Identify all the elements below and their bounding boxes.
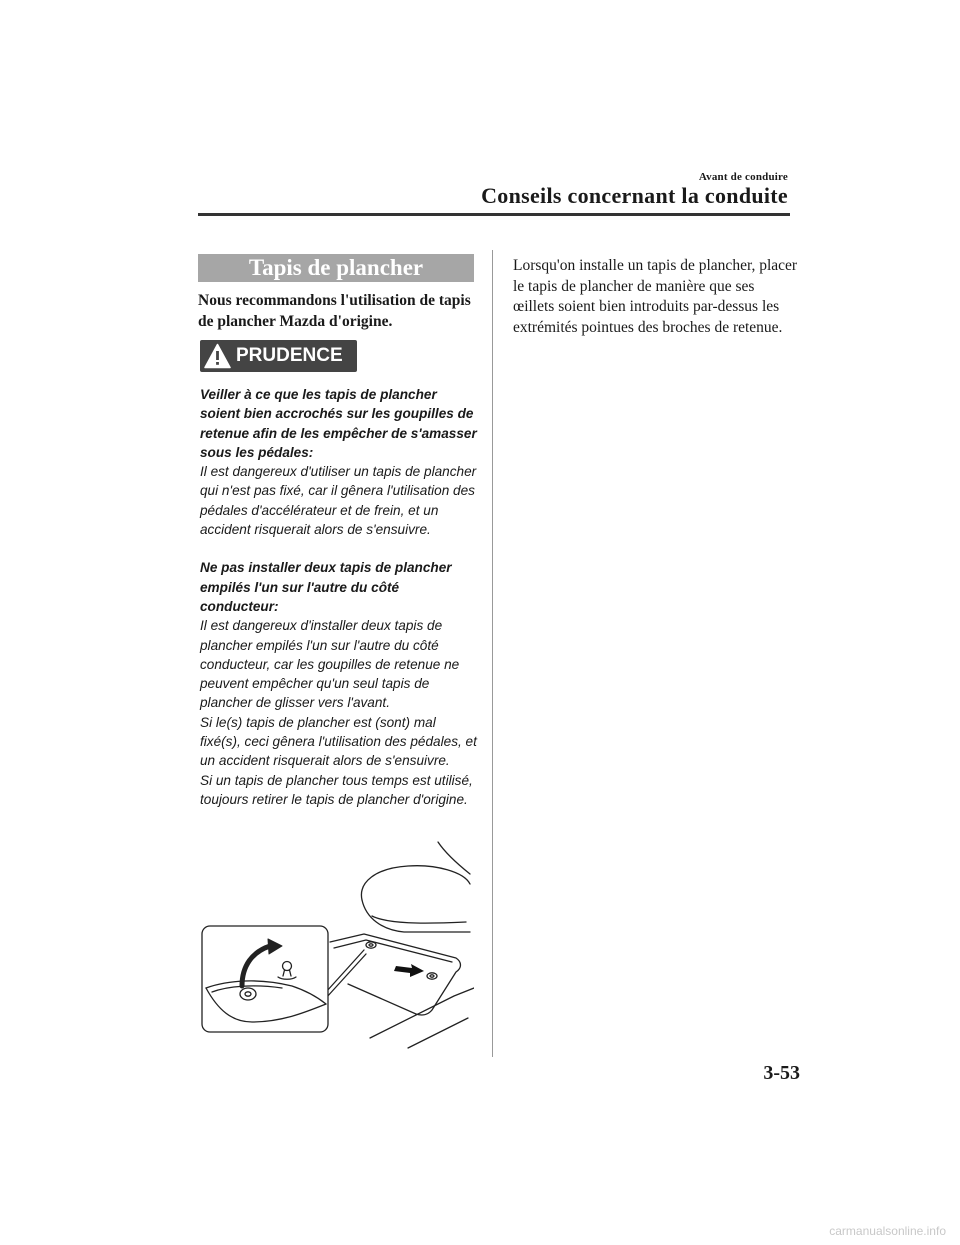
caution-body: Si un tapis de plancher tous temps est utilisé, toujours retirer le tapis de plancher d'origine. bbox=[200, 772, 473, 807]
footer-watermark: carmanualsonline.info bbox=[829, 1224, 946, 1238]
caution-badge bbox=[200, 340, 357, 372]
header-rule bbox=[198, 213, 790, 216]
install-text: Lorsqu'on installe un tapis de plancher, placer le tapis de plancher de manière que ses œillets soient bien introduits par-dessus les extrémités pointues des broches de retenue. bbox=[513, 257, 798, 336]
chapter-label: Avant de conduire bbox=[698, 171, 788, 183]
caution-body: Il est dangereux d'utiliser un tapis de plancher qui n'est pas fixé, car il gênera l'utilisation des pédales d'accélérateur et de frein, et un accident risquerait alors de s'ensuivre. bbox=[200, 464, 477, 538]
floor-mat-illustration bbox=[198, 838, 474, 1050]
page-number: 3-53 bbox=[763, 1062, 800, 1084]
caution-heading: Ne pas installer deux tapis de plancher empilés l'un sur l'autre du côté conducteur: bbox=[200, 560, 452, 614]
section-title: Tapis de plancher bbox=[198, 254, 474, 282]
column-divider bbox=[492, 250, 493, 1057]
install-instructions bbox=[513, 256, 798, 338]
page-title: Conseils concernant la conduite bbox=[481, 183, 788, 208]
caution-label: PRUDENCE bbox=[236, 345, 343, 366]
section-intro: Nous recommandons l'utilisation de tapis de plancher Mazda d'origine. bbox=[198, 292, 471, 330]
caution-text bbox=[200, 385, 480, 809]
caution-heading: Veiller à ce que les tapis de plancher soient bien accrochés sur les goupilles de retenue afin de les empêcher de s'amasser sous les pédales: bbox=[200, 387, 477, 460]
warning-triangle-icon bbox=[204, 343, 231, 369]
caution-body: Si le(s) tapis de plancher est (sont) mal fixé(s), ceci gênera l'utilisation des pédales, et un accident risquerait alors de s'ensuivre. bbox=[200, 714, 477, 769]
caution-body: Il est dangereux d'installer deux tapis de plancher empilés l'un sur l'autre du côté conducteur, car les goupilles de retenue ne peuvent empêcher qu'un seul tapis de plancher de glisser vers l'avant. bbox=[200, 618, 460, 711]
